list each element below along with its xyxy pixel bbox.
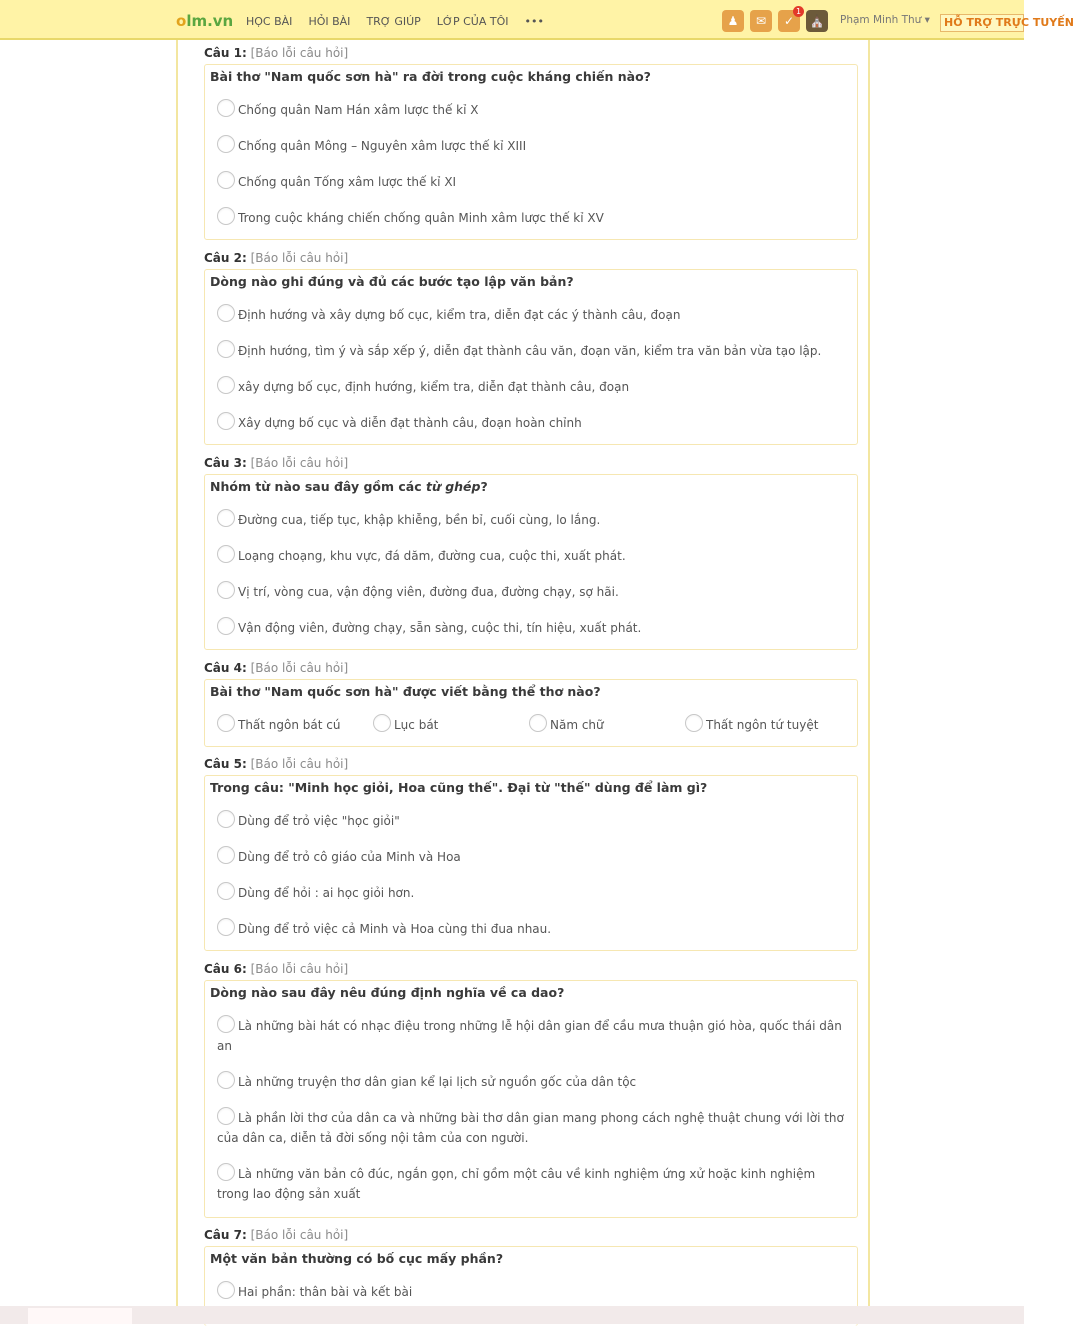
answer-option[interactable]: Dùng để hỏi : ai học giỏi hơn. (217, 882, 845, 903)
question-box (204, 775, 858, 951)
nav-hoi-bai[interactable]: HỎI BÀI (308, 15, 351, 28)
answer-option[interactable]: Xây dựng bố cục và diễn đạt thành câu, đoạn hoàn chỉnh (217, 412, 845, 433)
radio-button[interactable] (217, 581, 235, 599)
user-icon[interactable]: ♟ (722, 10, 744, 32)
answer-option[interactable]: Chống quân Mông – Nguyên xâm lược thế kỉ XIII (217, 135, 845, 156)
report-question-link[interactable]: [Báo lỗi câu hỏi] (250, 1228, 349, 1242)
report-question-link[interactable]: [Báo lỗi câu hỏi] (250, 46, 349, 60)
question-header: Câu 1: [Báo lỗi câu hỏi] (204, 46, 349, 60)
radio-button[interactable] (217, 1071, 235, 1089)
radio-button[interactable] (217, 207, 235, 225)
nav-hoc-bai[interactable]: HỌC BÀI (246, 15, 293, 28)
question-text: Dòng nào ghi đúng và đủ các bước tạo lập văn bản? (210, 274, 574, 289)
nav-tro-giup[interactable]: TRỢ GIÚP (366, 15, 421, 28)
radio-button[interactable] (217, 1163, 235, 1181)
question-text: Bài thơ "Nam quốc sơn hà" ra đời trong cuộc kháng chiến nào? (210, 69, 651, 84)
question-header: Câu 7: [Báo lỗi câu hỏi] (204, 1228, 349, 1242)
answer-option[interactable]: Lục bát (373, 714, 438, 732)
online-support-button[interactable]: HỖ TRỢ TRỰC TUYẾN (940, 14, 1024, 32)
radio-button[interactable] (217, 846, 235, 864)
radio-button[interactable] (217, 99, 235, 117)
main-nav (246, 15, 560, 28)
question-box (204, 269, 858, 445)
question-box (204, 64, 858, 240)
answer-option[interactable]: Trong cuộc kháng chiến chống quân Minh xâm lược thế kỉ XV (217, 207, 845, 228)
radio-button[interactable] (217, 171, 235, 189)
answer-option[interactable]: Là phần lời thơ của dân ca và những bài thơ dân gian mang phong cách nghệ thuật chung với lời thơ của dân ca, diễn tả đời sống nội tâm của con người. (217, 1107, 845, 1148)
question-header: Câu 2: [Báo lỗi câu hỏi] (204, 251, 349, 265)
answer-option[interactable]: Định hướng và xây dựng bố cục, kiểm tra, diễn đạt các ý thành câu, đoạn (217, 304, 845, 325)
radio-button[interactable] (217, 1107, 235, 1125)
question-box (204, 474, 858, 650)
header-icons (722, 7, 828, 32)
question-box (204, 980, 858, 1218)
radio-button[interactable] (685, 714, 703, 732)
answer-option[interactable]: Là những bài hát có nhạc điệu trong những lễ hội dân gian để cầu mưa thuận gió hòa, quốc thái dân an (217, 1015, 845, 1056)
report-question-link[interactable]: [Báo lỗi câu hỏi] (250, 456, 349, 470)
notification-badge: 1 (793, 6, 804, 17)
radio-button[interactable] (529, 714, 547, 732)
question-text: Một văn bản thường có bố cục mấy phần? (210, 1251, 504, 1266)
report-question-link[interactable]: [Báo lỗi câu hỏi] (250, 757, 349, 771)
answer-option[interactable]: Thất ngôn bát cú (217, 714, 341, 732)
answer-option[interactable]: Chống quân Tống xâm lược thế kỉ XI (217, 171, 845, 192)
radio-button[interactable] (217, 304, 235, 322)
answer-option[interactable]: Đường cua, tiếp tục, khập khiễng, bền bỉ, cuối cùng, lo lắng. (217, 509, 845, 530)
report-question-link[interactable]: [Báo lỗi câu hỏi] (250, 251, 349, 265)
answer-option[interactable]: Loạng choạng, khu vực, đá dăm, đường cua, cuộc thi, xuất phát. (217, 545, 845, 566)
radio-button[interactable] (217, 810, 235, 828)
site-logo[interactable]: olm.vn (176, 12, 234, 30)
question-text: Trong câu: "Minh học giỏi, Hoa cũng thế". Đại từ "thế" dùng để làm gì? (210, 780, 708, 795)
answer-option[interactable]: Thất ngôn tứ tuyệt (685, 714, 818, 732)
radio-button[interactable] (217, 135, 235, 153)
avatar-icon[interactable]: ⛪ (806, 10, 828, 32)
question-text: Bài thơ "Nam quốc sơn hà" được viết bằng thể thơ nào? (210, 684, 601, 699)
radio-button[interactable] (217, 545, 235, 563)
radio-button[interactable] (217, 714, 235, 732)
question-text: Nhóm từ nào sau đây gồm các từ ghép? (210, 479, 488, 494)
question-header: Câu 5: [Báo lỗi câu hỏi] (204, 757, 349, 771)
top-navigation-bar (0, 0, 1074, 40)
radio-button[interactable] (217, 376, 235, 394)
answer-option[interactable]: Vị trí, vòng cua, vận động viên, đường đua, đường chạy, sợ hãi. (217, 581, 845, 602)
radio-button[interactable] (373, 714, 391, 732)
quiz-content (176, 40, 870, 1306)
radio-button[interactable] (217, 617, 235, 635)
answer-option[interactable]: Dùng để trỏ việc cả Minh và Hoa cùng thi đua nhau. (217, 918, 845, 939)
answer-option[interactable]: Là những văn bản cô đúc, ngắn gọn, chỉ gồm một câu về kinh nghiệm ứng xử hoặc kinh nghiệm trong lao động sản xuất (217, 1163, 845, 1204)
answer-option[interactable]: Định hướng, tìm ý và sắp xếp ý, diễn đạt thành câu văn, đoạn văn, kiểm tra văn bản vừa tạo lập. (217, 340, 845, 361)
radio-button[interactable] (217, 918, 235, 936)
answer-option[interactable]: Năm chữ (529, 714, 604, 732)
chat-icon[interactable]: ✉ (750, 10, 772, 32)
nav-lop-cua-toi[interactable]: LỚP CỦA TÔI (436, 15, 509, 28)
answer-option[interactable]: Là những truyện thơ dân gian kể lại lịch sử nguồn gốc của dân tộc (217, 1071, 845, 1092)
question-header: Câu 3: [Báo lỗi câu hỏi] (204, 456, 349, 470)
question-header: Câu 4: [Báo lỗi câu hỏi] (204, 661, 349, 675)
question-text: Dòng nào sau đây nêu đúng định nghĩa về ca dao? (210, 985, 565, 1000)
answer-option[interactable]: xây dựng bố cục, định hướng, kiểm tra, diễn đạt thành câu, đoạn (217, 376, 845, 397)
nav-more-menu[interactable]: ••• (524, 15, 544, 28)
radio-button[interactable] (217, 340, 235, 358)
radio-button[interactable] (217, 882, 235, 900)
report-question-link[interactable]: [Báo lỗi câu hỏi] (250, 962, 349, 976)
radio-button[interactable] (217, 1015, 235, 1033)
radio-button[interactable] (217, 412, 235, 430)
answer-option[interactable]: Chống quân Nam Hán xâm lược thế kỉ X (217, 99, 845, 120)
bottom-tab[interactable] (28, 1308, 132, 1324)
message-icon[interactable]: ✓ 1 (778, 10, 800, 32)
radio-button[interactable] (217, 509, 235, 527)
answer-option[interactable]: Hai phần: thân bài và kết bài (217, 1281, 845, 1302)
user-name-menu[interactable]: Phạm Minh Thư ▾ (840, 14, 930, 26)
radio-button[interactable] (217, 1281, 235, 1299)
report-question-link[interactable]: [Báo lỗi câu hỏi] (250, 661, 349, 675)
question-box (204, 679, 858, 747)
answer-option[interactable]: Vận động viên, đường chạy, sẵn sàng, cuộc thi, tín hiệu, xuất phát. (217, 617, 845, 638)
browser-bottom-bar (0, 1306, 1024, 1324)
answer-option[interactable]: Dùng để trỏ việc "học giỏi" (217, 810, 845, 831)
answer-option[interactable]: Dùng để trỏ cô giáo của Minh và Hoa (217, 846, 845, 867)
question-header: Câu 6: [Báo lỗi câu hỏi] (204, 962, 349, 976)
